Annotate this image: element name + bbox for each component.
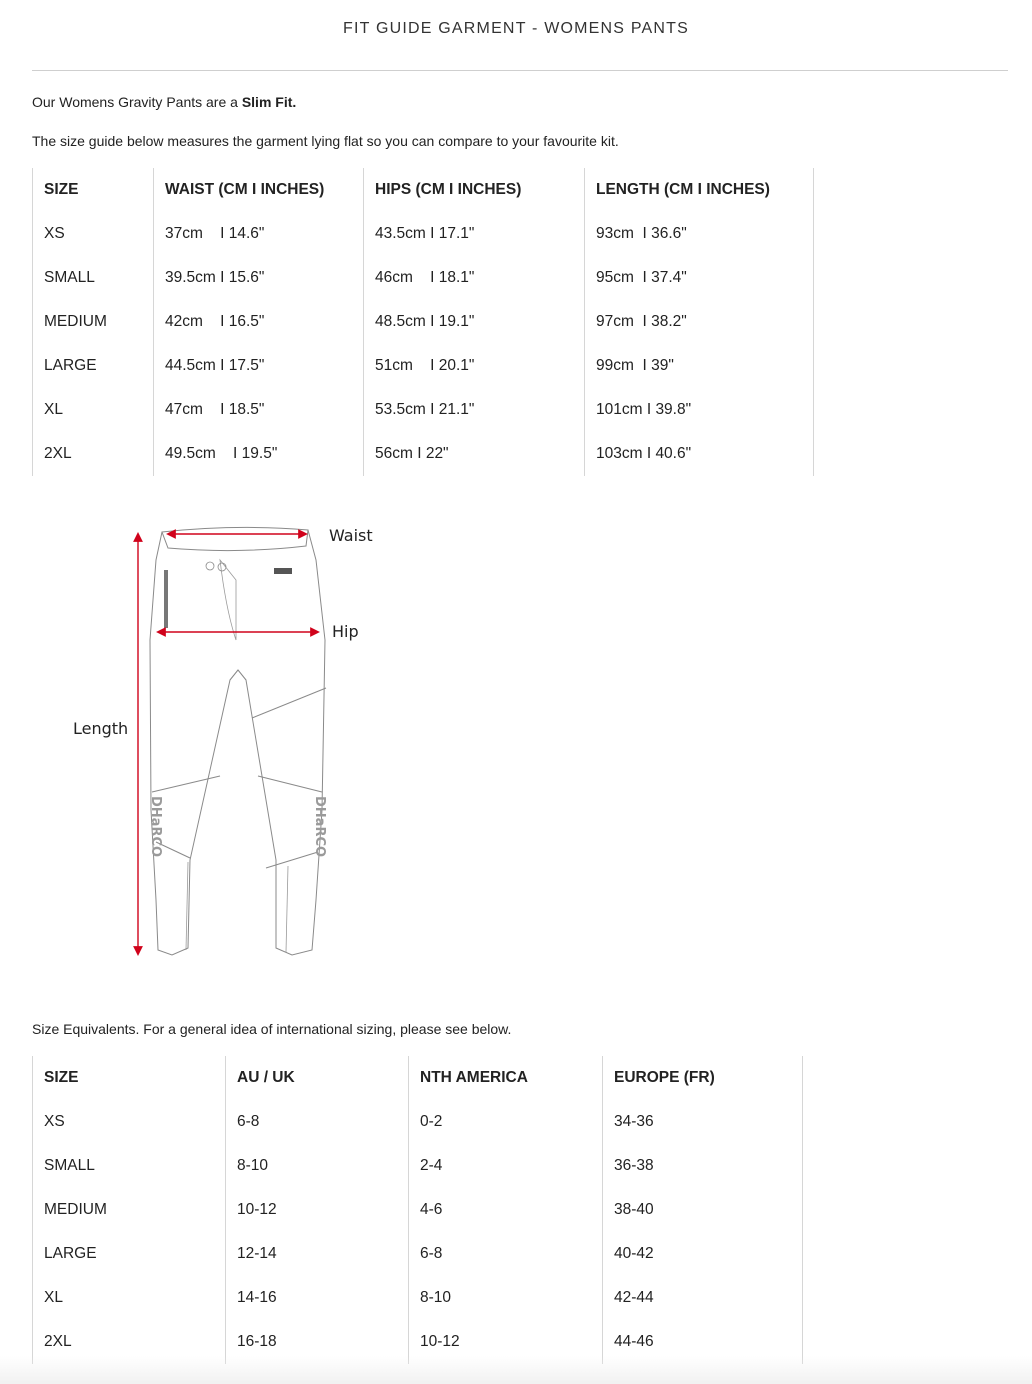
fit-intro (32, 94, 296, 110)
length-cell: 93cm I 36.6" (585, 212, 814, 256)
table-row (33, 212, 814, 256)
table-header-row (33, 168, 814, 212)
size-cell: MEDIUM (33, 1188, 226, 1232)
left-leg-brand-mark: DHaRCO (148, 796, 163, 858)
size-cell: 2XL (33, 432, 154, 476)
au-uk-cell: 14-16 (226, 1276, 409, 1320)
nth-america-cell: 0-2 (409, 1100, 603, 1144)
au-uk-cell: 10-12 (226, 1188, 409, 1232)
length-cell: 101cm I 39.8" (585, 388, 814, 432)
size-equivalents-table (32, 1056, 803, 1364)
table-header-row (33, 1056, 803, 1100)
length-cell: 95cm I 37.4" (585, 256, 814, 300)
table-row (33, 256, 814, 300)
right-leg-brand-mark: DHaRCO (312, 796, 327, 858)
table-row (33, 388, 814, 432)
table-row (33, 432, 814, 476)
table-row (33, 1188, 803, 1232)
nth-america-cell: 10-12 (409, 1320, 603, 1364)
page-title: FIT GUIDE GARMENT - WOMENS PANTS (343, 20, 689, 37)
au-uk-cell: 8-10 (226, 1144, 409, 1188)
length-cell: 97cm I 38.2" (585, 300, 814, 344)
au-uk-cell: 16-18 (226, 1320, 409, 1364)
size-cell: XL (33, 1276, 226, 1320)
table-row (33, 1276, 803, 1320)
fit-guide-table (32, 168, 814, 476)
nth-america-cell: 6-8 (409, 1232, 603, 1276)
size-cell: SMALL (33, 1144, 226, 1188)
measure-note: The size guide below measures the garment lying flat so you can compare to your favourite kit. (32, 133, 619, 149)
hips-cell: 51cm I 20.1" (364, 344, 585, 388)
header-size: SIZE (33, 1056, 226, 1100)
nth-america-cell: 2-4 (409, 1144, 603, 1188)
size-cell: LARGE (33, 344, 154, 388)
nth-america-cell: 8-10 (409, 1276, 603, 1320)
hips-cell: 46cm I 18.1" (364, 256, 585, 300)
table-row (33, 1100, 803, 1144)
europe-cell: 34-36 (603, 1100, 803, 1144)
header-au-uk: AU / UK (226, 1056, 409, 1100)
table-row (33, 300, 814, 344)
size-cell: SMALL (33, 256, 154, 300)
length-cell: 99cm I 39" (585, 344, 814, 388)
pants-diagram (60, 500, 380, 970)
hips-cell: 56cm I 22" (364, 432, 585, 476)
au-uk-cell: 6-8 (226, 1100, 409, 1144)
nth-america-cell: 4-6 (409, 1188, 603, 1232)
fit-type: Slim Fit. (241, 94, 297, 110)
equivalents-intro: Size Equivalents. For a general idea of international sizing, please see below. (32, 1021, 512, 1037)
length-label: Length (73, 719, 129, 738)
europe-cell: 40-42 (603, 1232, 803, 1276)
size-cell: 2XL (33, 1320, 226, 1364)
europe-cell: 36-38 (603, 1144, 803, 1188)
size-cell: LARGE (33, 1232, 226, 1276)
waist-cell: 39.5cm I 15.6" (154, 256, 364, 300)
title-divider (32, 70, 1008, 71)
table-row (33, 1232, 803, 1276)
header-size: SIZE (33, 168, 154, 212)
waist-label: Waist (329, 526, 373, 545)
europe-cell: 42-44 (603, 1276, 803, 1320)
length-cell: 103cm I 40.6" (585, 432, 814, 476)
table-row (33, 344, 814, 388)
waist-cell: 37cm I 14.6" (154, 212, 364, 256)
fit-intro-text: Our Womens Gravity Pants are a (32, 94, 242, 110)
hips-cell: 53.5cm I 21.1" (364, 388, 585, 432)
header-hips: HIPS (CM I INCHES) (364, 168, 585, 212)
header-europe: EUROPE (FR) (603, 1056, 803, 1100)
waist-cell: 47cm I 18.5" (154, 388, 364, 432)
hips-cell: 43.5cm I 17.1" (364, 212, 585, 256)
size-cell: MEDIUM (33, 300, 154, 344)
header-waist: WAIST (CM I INCHES) (154, 168, 364, 212)
table-row (33, 1144, 803, 1188)
hips-cell: 48.5cm I 19.1" (364, 300, 585, 344)
size-cell: XS (33, 1100, 226, 1144)
europe-cell: 44-46 (603, 1320, 803, 1364)
europe-cell: 38-40 (603, 1188, 803, 1232)
waist-cell: 49.5cm I 19.5" (154, 432, 364, 476)
bottom-fade (0, 1356, 1032, 1384)
hip-label: Hip (332, 622, 359, 641)
au-uk-cell: 12-14 (226, 1232, 409, 1276)
waist-cell: 42cm I 16.5" (154, 300, 364, 344)
header-length: LENGTH (CM I INCHES) (585, 168, 814, 212)
header-nth-america: NTH AMERICA (409, 1056, 603, 1100)
waist-cell: 44.5cm I 17.5" (154, 344, 364, 388)
size-cell: XL (33, 388, 154, 432)
size-cell: XS (33, 212, 154, 256)
